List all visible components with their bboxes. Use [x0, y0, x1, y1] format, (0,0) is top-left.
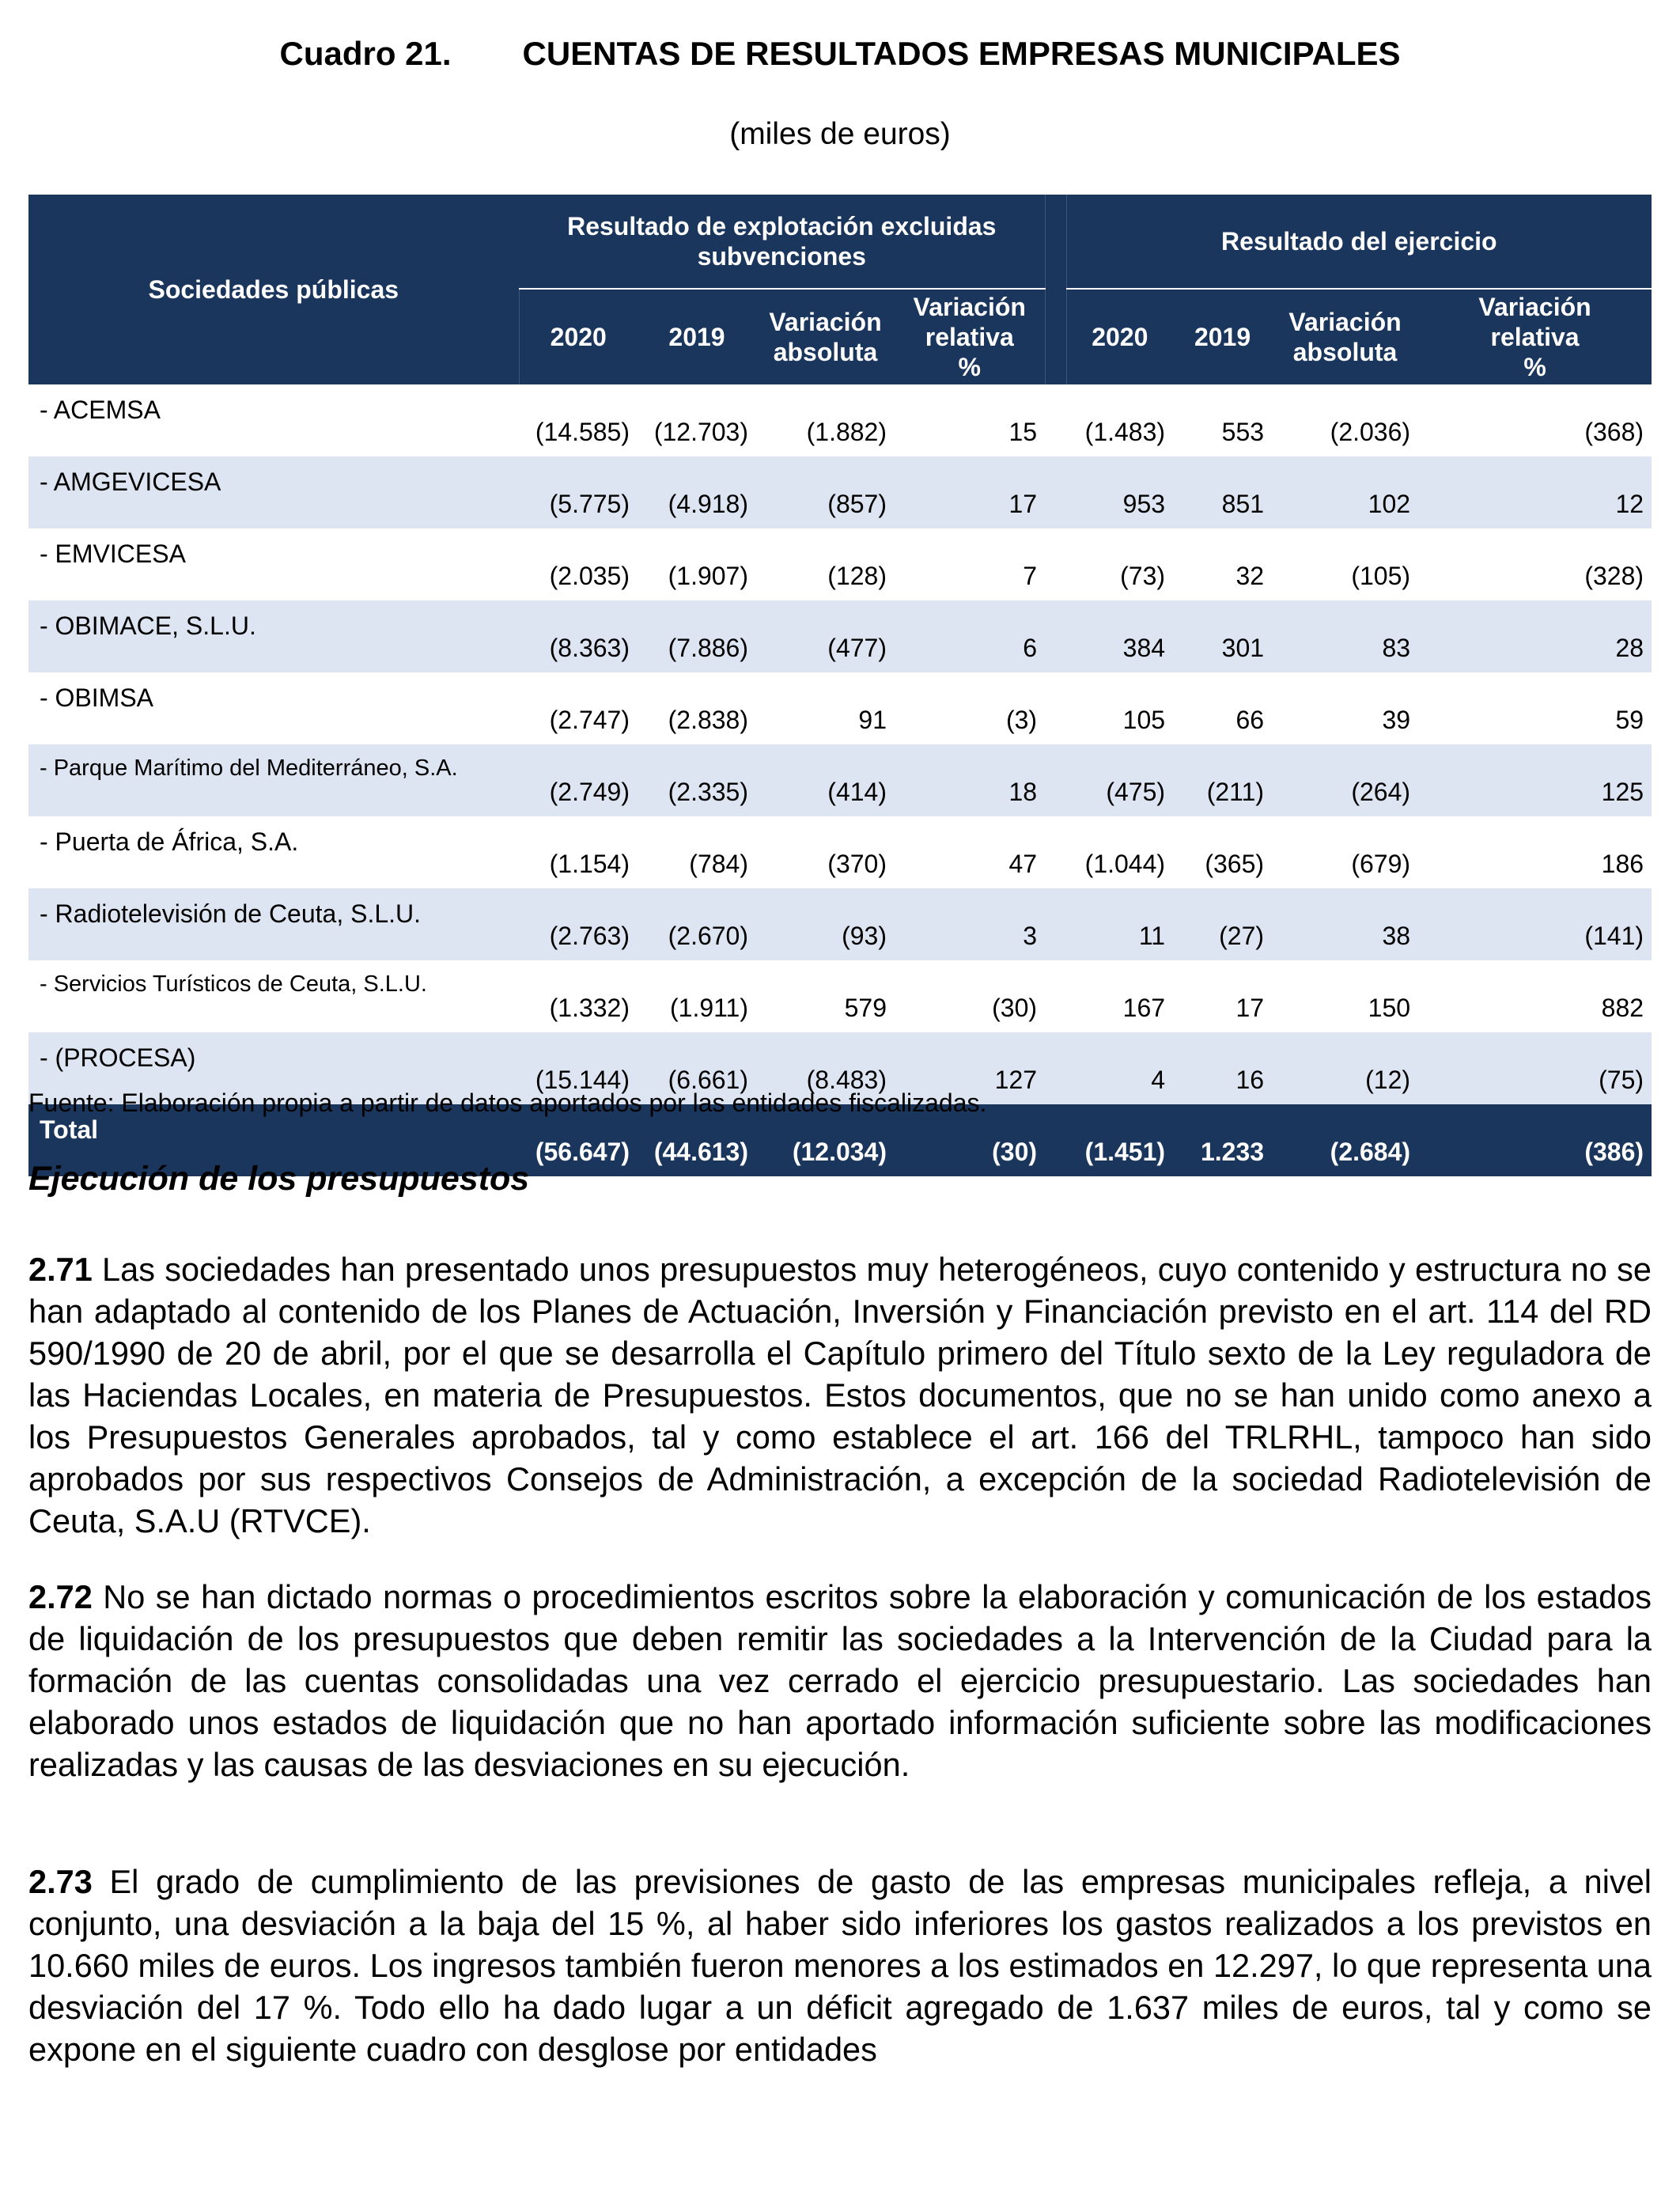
cell-op-2019: (2.838) — [638, 672, 756, 744]
header-rel-variation — [1418, 289, 1652, 384]
cell-op-rel: 17 — [895, 456, 1045, 528]
cell-op-rel: 7 — [895, 528, 1045, 600]
paragraph-2-71 — [28, 1248, 1652, 1542]
cell-op-2020: (14.585) — [519, 384, 638, 456]
cell-yr-2020: 384 — [1066, 600, 1173, 672]
cell-op-abs: (414) — [756, 744, 895, 816]
column-spacer — [1045, 960, 1066, 1032]
cell-yr-2020: (1.044) — [1066, 816, 1173, 888]
column-spacer — [1045, 1104, 1066, 1176]
cell-yr-2019: 1.233 — [1173, 1104, 1272, 1176]
cell-op-rel: (3) — [895, 672, 1045, 744]
cell-yr-abs: (105) — [1272, 528, 1418, 600]
cell-yr-rel: (386) — [1418, 1104, 1652, 1176]
cell-yr-abs: 150 — [1272, 960, 1418, 1032]
cell-yr-2020: (1.451) — [1066, 1104, 1173, 1176]
cell-op-rel: (30) — [895, 960, 1045, 1032]
cell-op-rel: 127 — [895, 1032, 1045, 1104]
cell-op-2019: (7.886) — [638, 600, 756, 672]
cell-yr-2019: 17 — [1173, 960, 1272, 1032]
cell-op-2019: (12.703) — [638, 384, 756, 456]
header-rel-line2: relativa — [925, 323, 1014, 351]
table-row — [28, 816, 1652, 888]
entity-name: - AMGEVICESA — [28, 456, 519, 528]
paragraph-number: 2.71 — [28, 1251, 93, 1288]
column-spacer — [1045, 456, 1066, 528]
cell-op-2020: (2.763) — [519, 888, 638, 960]
cell-yr-2019: 851 — [1173, 456, 1272, 528]
entity-name: Total — [28, 1104, 519, 1176]
header-2020: 2020 — [519, 289, 638, 384]
cell-yr-rel: 882 — [1418, 960, 1652, 1032]
cell-op-abs: 579 — [756, 960, 895, 1032]
header-2020: 2020 — [1066, 289, 1173, 384]
table-body — [28, 384, 1652, 1176]
cell-op-2019: (44.613) — [638, 1104, 756, 1176]
paragraph-2-72 — [28, 1576, 1652, 1785]
cell-yr-rel: 186 — [1418, 816, 1652, 888]
table-number: Cuadro 21. — [279, 35, 452, 72]
cell-yr-rel: 28 — [1418, 600, 1652, 672]
column-spacer — [1045, 528, 1066, 600]
table-row — [28, 600, 1652, 672]
cell-yr-rel: 59 — [1418, 672, 1652, 744]
header-group-year-result: Resultado del ejercicio — [1066, 195, 1652, 289]
cell-op-rel: 47 — [895, 816, 1045, 888]
cell-op-2020: (2.747) — [519, 672, 638, 744]
cell-op-abs: (370) — [756, 816, 895, 888]
cell-yr-2019: 32 — [1173, 528, 1272, 600]
cell-yr-rel: (75) — [1418, 1032, 1652, 1104]
paragraph-text: No se han dictado normas o procedimientos escritos sobre la elaboración y comunicación de los estados de liquidación de los presupuestos que deben remitir las sociedades a la Intervención de la Ciudad para la formación de las cuentas consolidadas una vez cerrado el ejercicio presupuestario. Las sociedades han elaborado unos estados de liquidación que no han aportado información suficiente sobre las modificaciones realizadas y las causas de las desviaciones en su ejecución. — [28, 1578, 1652, 1783]
cell-op-abs: (8.483) — [756, 1032, 895, 1104]
entity-name: - (PROCESA) — [28, 1032, 519, 1104]
cell-yr-abs: 38 — [1272, 888, 1418, 960]
cell-op-rel: 6 — [895, 600, 1045, 672]
cell-op-abs: (477) — [756, 600, 895, 672]
table-row — [28, 960, 1652, 1032]
cell-op-2019: (6.661) — [638, 1032, 756, 1104]
cell-op-2019: (1.911) — [638, 960, 756, 1032]
cell-op-rel: 3 — [895, 888, 1045, 960]
entity-name: - Servicios Turísticos de Ceuta, S.L.U. — [28, 960, 519, 1032]
cell-op-2020: (1.154) — [519, 816, 638, 888]
cell-yr-2019: 66 — [1173, 672, 1272, 744]
cell-yr-2020: 105 — [1066, 672, 1173, 744]
cell-yr-2020: (1.483) — [1066, 384, 1173, 456]
header-rel-line3: % — [1523, 353, 1546, 381]
cell-yr-abs: (2.036) — [1272, 384, 1418, 456]
cell-yr-rel: 12 — [1418, 456, 1652, 528]
table-source-note: Fuente: Elaboración propia a partir de datos aportados por las entidades fiscalizadas. — [28, 1089, 987, 1117]
table-row — [28, 384, 1652, 456]
cell-yr-2019: 553 — [1173, 384, 1272, 456]
cell-op-2020: (5.775) — [519, 456, 638, 528]
column-spacer — [1045, 384, 1066, 456]
cell-op-rel: (30) — [895, 1104, 1045, 1176]
header-rel-line3: % — [958, 353, 981, 381]
cell-op-abs: (1.882) — [756, 384, 895, 456]
section-heading: Ejecución de los presupuestos — [28, 1160, 530, 1198]
cell-op-abs: (128) — [756, 528, 895, 600]
entity-name: - Puerta de África, S.A. — [28, 816, 519, 888]
cell-op-2019: (4.918) — [638, 456, 756, 528]
column-spacer — [1045, 672, 1066, 744]
cell-op-2019: (2.335) — [638, 744, 756, 816]
cell-yr-2020: (475) — [1066, 744, 1173, 816]
paragraph-2-73 — [28, 1861, 1652, 2070]
table-row — [28, 672, 1652, 744]
cell-yr-2019: (211) — [1173, 744, 1272, 816]
paragraph-text: El grado de cumplimiento de las previsiones de gasto de las empresas municipales refleja, a nivel conjunto, una desviación a la baja del 15 %, al haber sido inferiores los gastos realizados a los previstos en 10.660 miles de euros. Los ingresos también fueron menores a los estimados en 12.297, lo que representa una desviación del 17 %. Todo ello ha dado lugar a un déficit agregado de 1.637 miles de euros, tal y como se expone en el siguiente cuadro con desglose por entidades — [28, 1863, 1652, 2068]
paragraph-number: 2.73 — [28, 1863, 93, 1900]
header-2019: 2019 — [638, 289, 756, 384]
cell-op-2019: (2.670) — [638, 888, 756, 960]
table-title-text: CUENTAS DE RESULTADOS EMPRESAS MUNICIPALES — [522, 35, 1401, 72]
header-rel-line1: Variación — [1478, 293, 1591, 321]
header-rel-line1: Variación — [913, 293, 1026, 321]
cell-yr-2019: 16 — [1173, 1032, 1272, 1104]
header-abs-variation: Variación absoluta — [756, 289, 895, 384]
cell-yr-abs: (679) — [1272, 816, 1418, 888]
header-2019: 2019 — [1173, 289, 1272, 384]
table-units: (miles de euros) — [729, 117, 951, 151]
entity-name: - EMVICESA — [28, 528, 519, 600]
cell-op-2020: (2.749) — [519, 744, 638, 816]
entity-name: - OBIMACE, S.L.U. — [28, 600, 519, 672]
cell-op-2020: (2.035) — [519, 528, 638, 600]
column-spacer — [1045, 744, 1066, 816]
column-spacer — [1045, 1032, 1066, 1104]
table-row — [28, 744, 1652, 816]
cell-op-2020: (1.332) — [519, 960, 638, 1032]
column-spacer — [1045, 888, 1066, 960]
cell-yr-abs: (264) — [1272, 744, 1418, 816]
column-spacer — [1045, 816, 1066, 888]
entity-name: - Radiotelevisión de Ceuta, S.L.U. — [28, 888, 519, 960]
cell-yr-rel: (141) — [1418, 888, 1652, 960]
entity-name: - ACEMSA — [28, 384, 519, 456]
header-abs-variation: Variación absoluta — [1272, 289, 1418, 384]
cell-yr-2020: 11 — [1066, 888, 1173, 960]
cell-op-2020: (15.144) — [519, 1032, 638, 1104]
paragraph-number: 2.72 — [28, 1578, 93, 1615]
cell-op-2019: (1.907) — [638, 528, 756, 600]
header-rel-line2: relativa — [1490, 323, 1580, 351]
cell-yr-abs: 102 — [1272, 456, 1418, 528]
header-entity: Sociedades públicas — [28, 195, 519, 384]
cell-yr-rel: 125 — [1418, 744, 1652, 816]
entity-name: - OBIMSA — [28, 672, 519, 744]
cell-op-abs: (93) — [756, 888, 895, 960]
table-row — [28, 528, 1652, 600]
cell-op-rel: 15 — [895, 384, 1045, 456]
results-table — [28, 195, 1652, 1176]
cell-yr-2020: 167 — [1066, 960, 1173, 1032]
table-row — [28, 888, 1652, 960]
cell-yr-2019: (365) — [1173, 816, 1272, 888]
cell-yr-rel: (328) — [1418, 528, 1652, 600]
cell-yr-abs: (2.684) — [1272, 1104, 1418, 1176]
cell-op-2019: (784) — [638, 816, 756, 888]
cell-yr-abs: 39 — [1272, 672, 1418, 744]
cell-yr-2020: 953 — [1066, 456, 1173, 528]
entity-name: - Parque Marítimo del Mediterráneo, S.A. — [28, 744, 519, 816]
header-spacer — [1045, 195, 1066, 384]
cell-yr-abs: 83 — [1272, 600, 1418, 672]
cell-op-rel: 18 — [895, 744, 1045, 816]
table-title — [0, 35, 1680, 73]
cell-yr-2019: (27) — [1173, 888, 1272, 960]
header-rel-variation — [895, 289, 1045, 384]
column-spacer — [1045, 600, 1066, 672]
paragraph-text: Las sociedades han presentado unos presupuestos muy heterogéneos, cuyo contenido y estructura no se han adaptado al contenido de los Planes de Actuación, Inversión y Financiación previsto en el art. 114 del RD 590/1990 de 20 de abril, por el que se desarrolla el Capítulo primero del Título sexto de la Ley reguladora de las Haciendas Locales, en materia de Presupuestos. Estos documentos, que no se han unido como anexo a los Presupuestos Generales aprobados, tal y como establece el art. 166 del TRLRHL, tampoco han sido aprobados por sus respectivos Consejos de Administración, a excepción de la sociedad Radiotelevisión de Ceuta, S.A.U (RTVCE). — [28, 1251, 1652, 1539]
cell-yr-2019: 301 — [1173, 600, 1272, 672]
table-row — [28, 456, 1652, 528]
header-group-operating-result: Resultado de explotación excluidas subvenciones — [519, 195, 1045, 289]
cell-op-abs: (857) — [756, 456, 895, 528]
cell-op-2020: (8.363) — [519, 600, 638, 672]
cell-op-2020: (56.647) — [519, 1104, 638, 1176]
cell-op-abs: 91 — [756, 672, 895, 744]
cell-yr-2020: (73) — [1066, 528, 1173, 600]
cell-yr-rel: (368) — [1418, 384, 1652, 456]
cell-yr-abs: (12) — [1272, 1032, 1418, 1104]
cell-yr-2020: 4 — [1066, 1032, 1173, 1104]
cell-op-abs: (12.034) — [756, 1104, 895, 1176]
